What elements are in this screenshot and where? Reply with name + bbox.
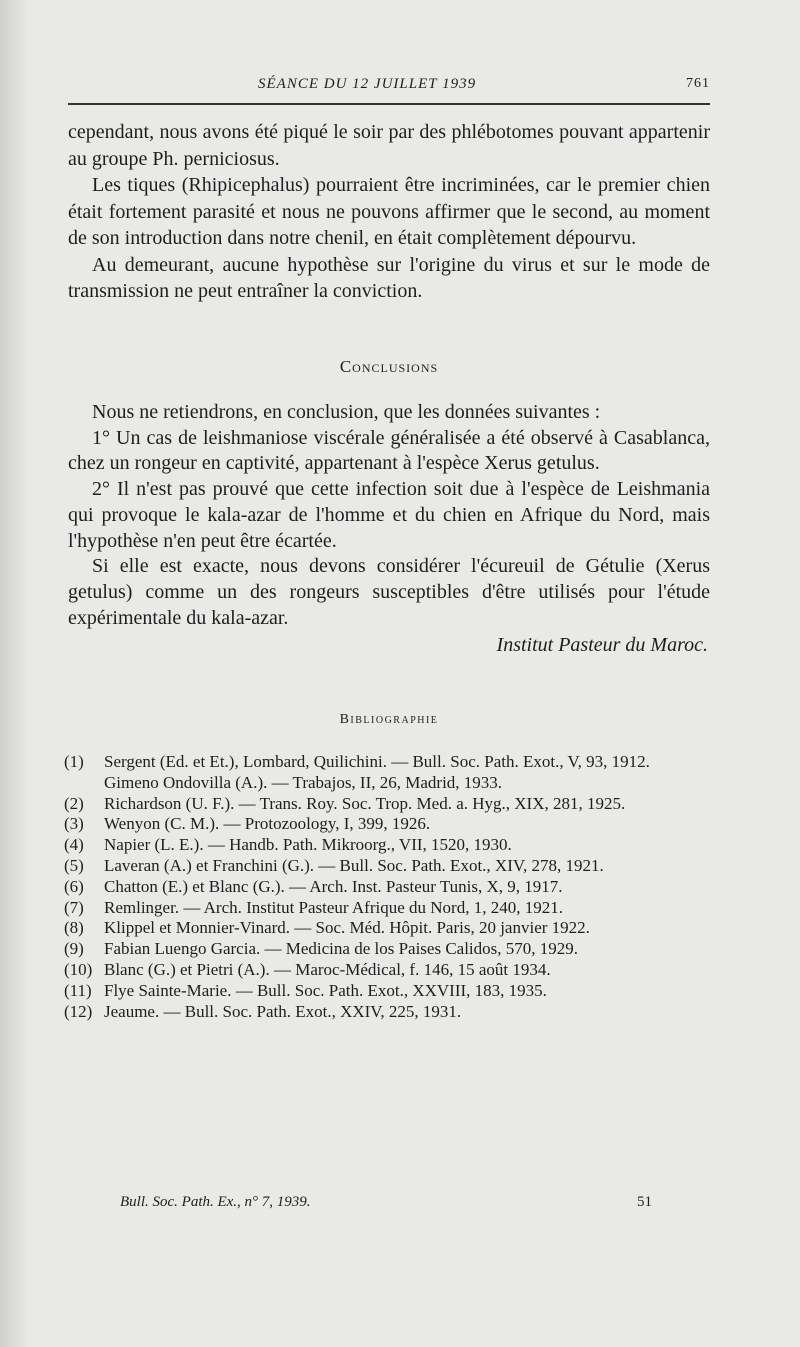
page-number: 761 — [686, 76, 710, 91]
paragraph-2: Les tiques (Rhipicephalus) pourraient être incriminées, car le premier chien était fortement parasité et nous ne pouvons affirmer que le second, au moment de son introduction dans notre chenil, en était complètement dépourvu. — [68, 174, 710, 249]
reference-text: Remlinger. — Arch. Institut Pasteur Afrique du Nord, 1, 240, 1921. — [104, 897, 563, 917]
conclusion-point-1: 1° Un cas de leishmaniose viscérale généralisée a été observé à Casablanca, chez un rongeur en captivité, appartenant à l'espèce Xerus getulus. — [68, 426, 710, 475]
reference-text: Chatton (E.) et Blanc (G.). — Arch. Inst. Pasteur Tunis, X, 9, 1917. — [104, 876, 563, 896]
reference-item — [64, 814, 710, 835]
main-text — [68, 119, 710, 305]
reference-number: (2) — [64, 793, 84, 813]
reference-item — [64, 855, 710, 877]
reference-number: (11) — [64, 980, 92, 1000]
reference-item — [64, 752, 710, 773]
bibliography-list — [64, 752, 710, 1022]
bibliography-heading: Bibliographie — [339, 712, 439, 727]
reference-text: Blanc (G.) et Pietri (A.). — Maroc-Médical, f. 146, 15 août 1934. — [104, 959, 551, 979]
reference-number: (7) — [64, 897, 84, 917]
reference-text: Richardson (U. F.). — Trans. Roy. Soc. Trop. Med. a. Hyg., XIX, 281, 1925. — [104, 793, 626, 813]
reference-item — [64, 1001, 710, 1023]
reference-text: Wenyon (C. M.). — Protozoology, I, 399, 1926. — [104, 814, 431, 834]
running-head-title: SÉANCE DU 12 JUILLET 1939 — [258, 76, 477, 92]
reference-item — [68, 773, 710, 794]
document-page — [64, 0, 710, 1347]
conclusions-section — [68, 400, 710, 659]
signature-mark: 51 — [637, 1194, 652, 1210]
conclusions-intro: Nous ne retiendrons, en conclusion, que les données suivantes : — [92, 401, 601, 423]
reference-number: (5) — [64, 855, 84, 875]
institution-signature: Institut Pasteur du Maroc. — [496, 634, 708, 657]
reference-text: Flye Sainte-Marie. — Bull. Soc. Path. Exot., XXVIII, 183, 1935. — [104, 980, 547, 1000]
reference-item — [64, 835, 710, 856]
reference-text: Laveran (A.) et Franchini (G.). — Bull. Soc. Path. Exot., XIV, 278, 1921. — [104, 855, 604, 875]
journal-footer: Bull. Soc. Path. Ex., n° 7, 1939. — [120, 1194, 311, 1210]
reference-number: (6) — [64, 876, 84, 896]
reference-item — [64, 939, 710, 960]
running-head — [68, 76, 710, 98]
reference-item — [64, 959, 710, 981]
reference-number: (1) — [64, 752, 84, 771]
reference-number: (3) — [64, 814, 84, 834]
reference-text: Gimeno Ondovilla (A.). — Trabajos, II, 26, Madrid, 1933. — [104, 772, 503, 792]
reference-number: (4) — [64, 835, 84, 855]
page-footer — [68, 1194, 710, 1218]
reference-number: (12) — [64, 1001, 93, 1021]
reference-text: Sergent (Ed. et Et.), Lombard, Quilichini. — Bull. Soc. Path. Exot., V, 93, 1912. — [104, 752, 650, 771]
conclusion-point-3: Si elle est exacte, nous devons considérer l'écureuil de Gétulie (Xerus getulus) comme un des rongeurs susceptibles d'être utilisés pour l'étude expérimentale du kala-azar. — [68, 555, 710, 629]
reference-text: Fabian Luengo Garcia. — Medicina de los Paises Calidos, 570, 1929. — [104, 939, 579, 959]
reference-number: (8) — [64, 918, 84, 938]
paragraph-3: Au demeurant, aucune hypothèse sur l'origine du virus et sur le mode de transmission ne peut entraîner la conviction. — [68, 253, 710, 302]
reference-text: Klippel et Monnier-Vinard. — Soc. Méd. Hôpit. Paris, 20 janvier 1922. — [104, 918, 590, 938]
reference-number: (9) — [64, 939, 84, 959]
reference-item — [64, 793, 710, 815]
reference-number: (10) — [64, 959, 93, 979]
reference-item — [64, 897, 710, 919]
reference-item — [64, 876, 710, 898]
header-rule — [68, 103, 710, 105]
reference-item — [64, 980, 710, 1002]
conclusion-point-2: 2° Il n'est pas prouvé que cette infection soit due à l'espèce de Leishmania qui provoque le kala-azar de l'homme et du chien en Afrique du Nord, mais l'hypothèse n'en peut être écartée. — [68, 478, 710, 552]
page-binding-edge — [0, 0, 26, 1347]
reference-item — [64, 918, 710, 939]
reference-text: Jeaume. — Bull. Soc. Path. Exot., XXIV, 225, 1931. — [104, 1001, 462, 1021]
reference-text: Napier (L. E.). — Handb. Path. Mikroorg., VII, 1520, 1930. — [104, 835, 512, 855]
conclusions-heading: Conclusions — [339, 357, 439, 376]
paragraph-1: cependant, nous avons été piqué le soir par des phlébotomes pouvant appartenir au groupe Ph. perniciosus. — [68, 121, 710, 170]
